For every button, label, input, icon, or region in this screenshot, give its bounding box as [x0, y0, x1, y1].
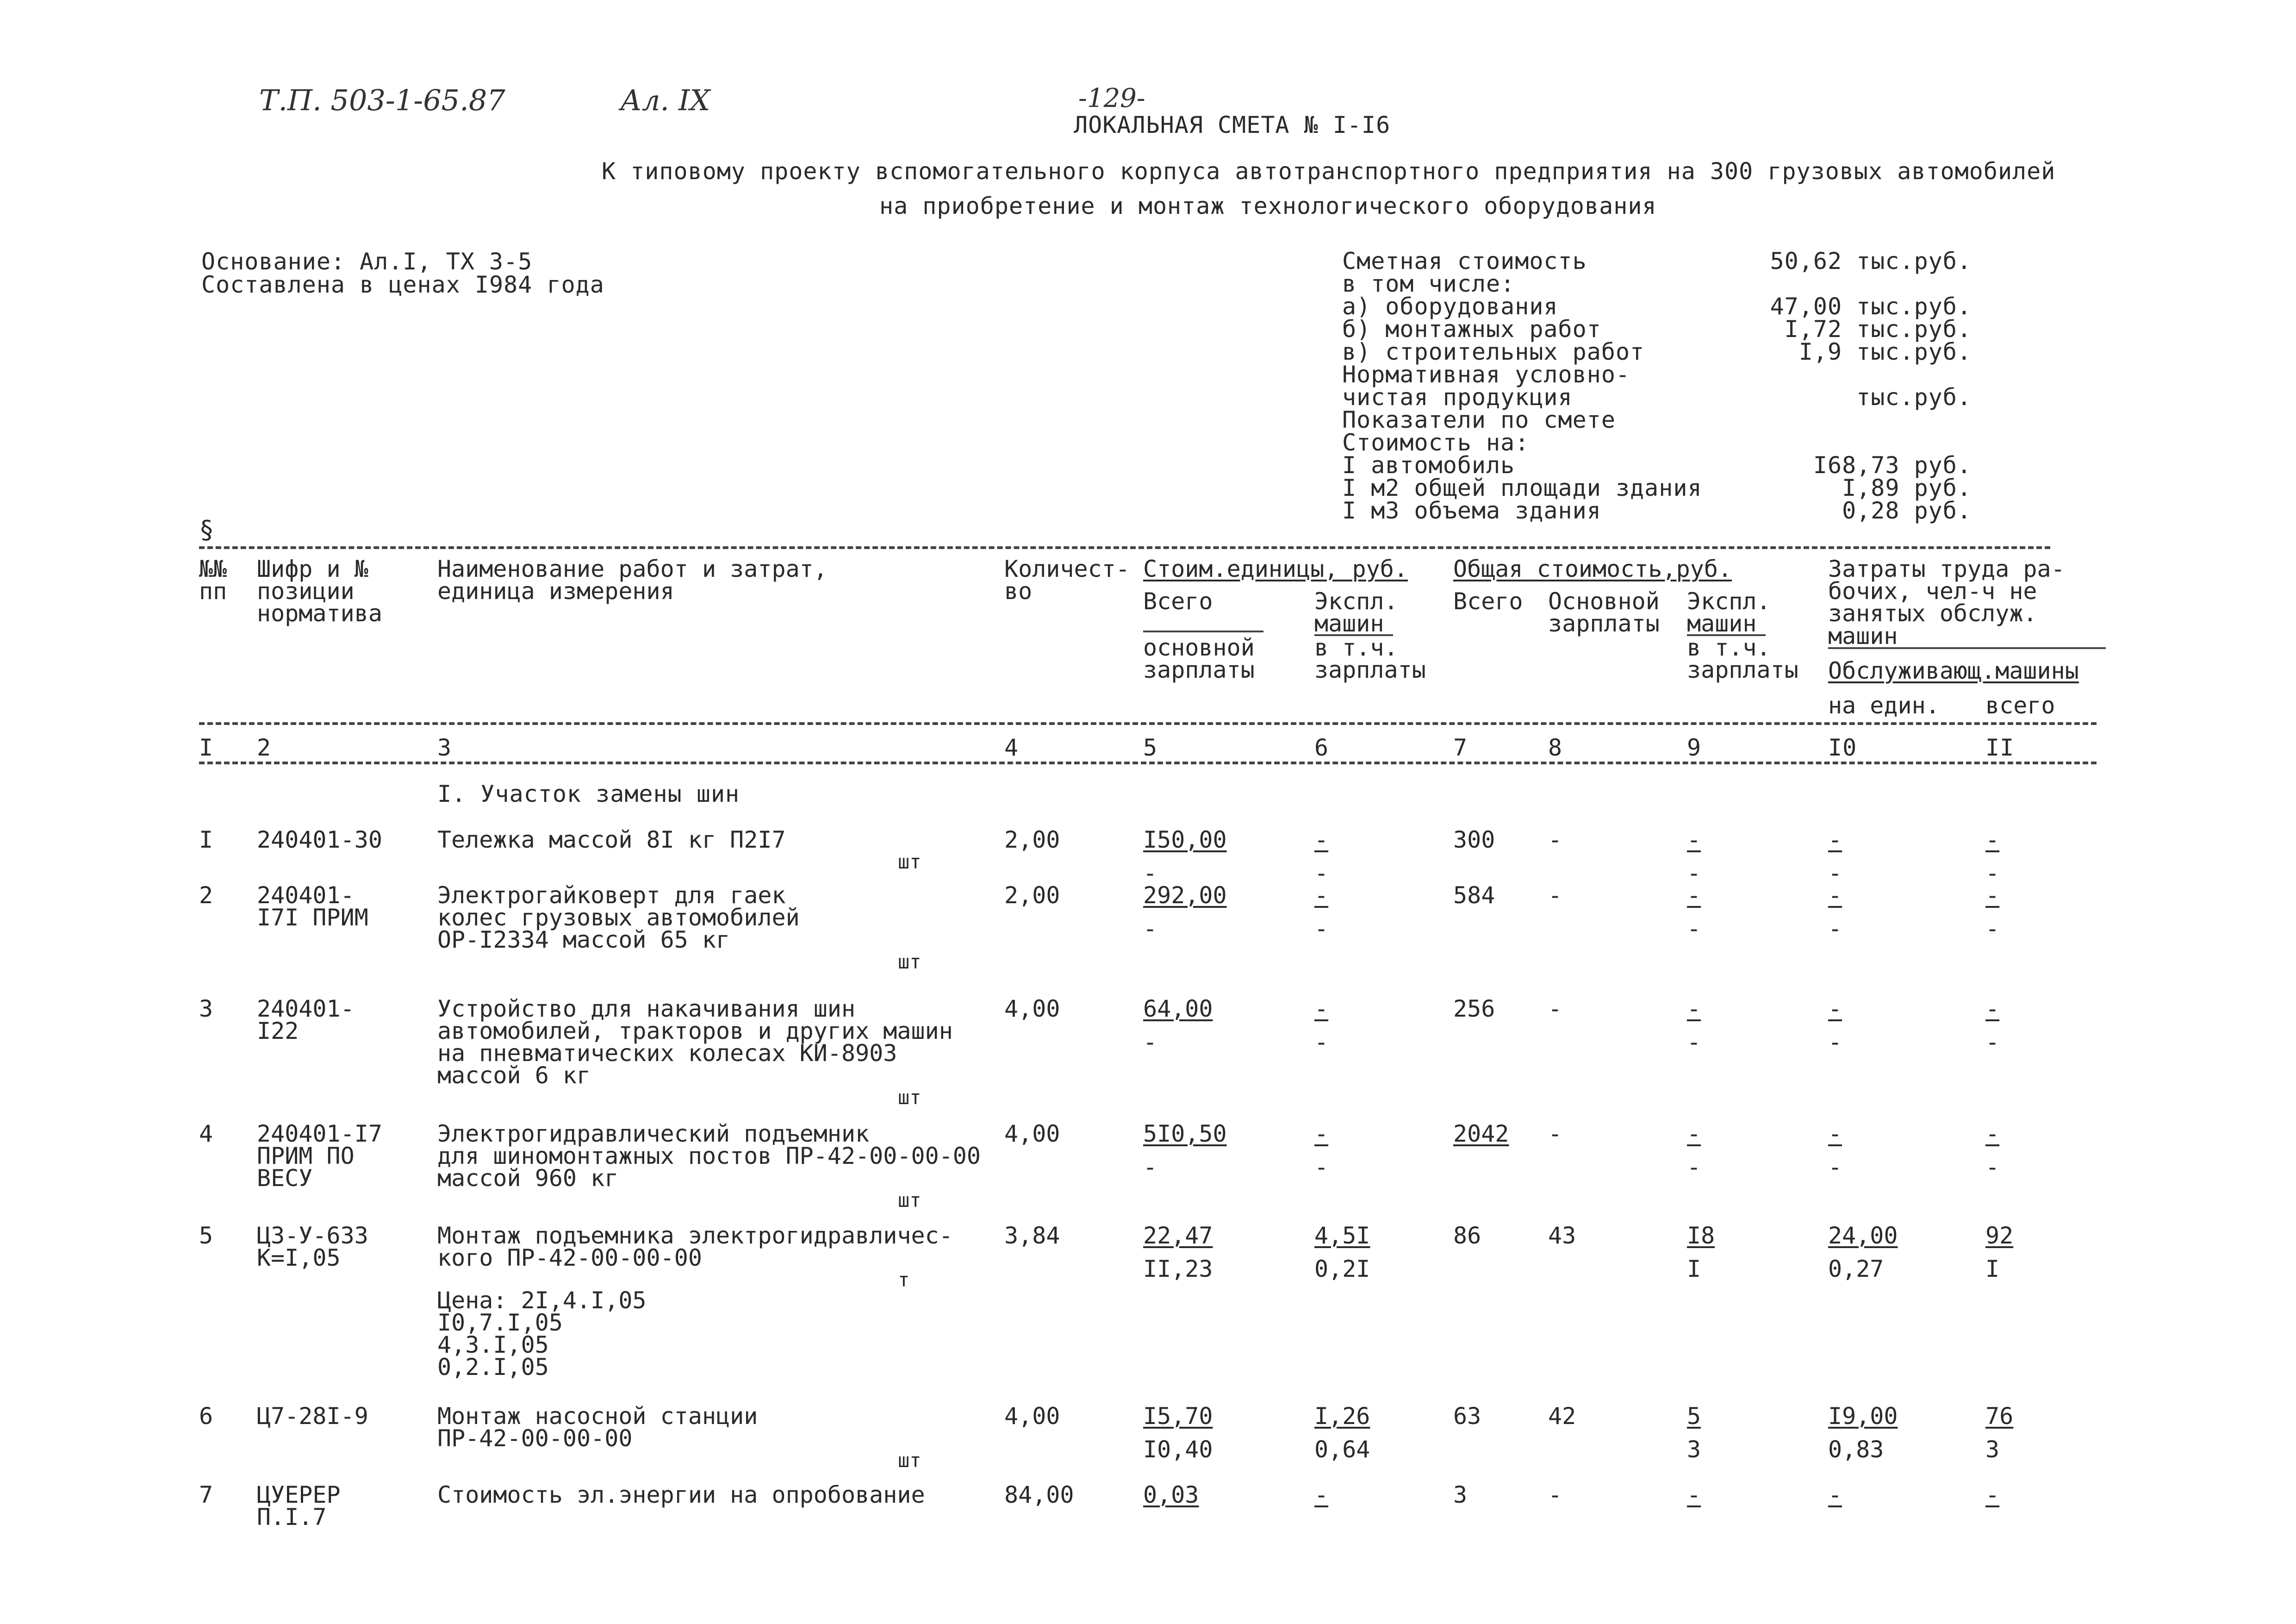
row-c7: 2042	[1453, 1120, 1509, 1147]
col-header-c11: всего	[1985, 692, 2055, 719]
row-unit: шт	[898, 1086, 921, 1109]
summary-value	[1759, 363, 1972, 386]
row-c5: I5,70	[1143, 1403, 1213, 1430]
album-number: Ал. IX	[620, 83, 710, 117]
row-c6-sub: -	[1314, 915, 1329, 942]
summary-label: чистая продукция	[1342, 384, 1573, 411]
col-num-1: I	[199, 734, 214, 761]
row-qty: 2,00	[1004, 882, 1060, 909]
row-c6-sub: -	[1314, 860, 1329, 887]
col-header-code: Шифр и № позиции норматива	[257, 556, 382, 627]
row-c7: 300	[1453, 826, 1495, 853]
row-c11-sub: -	[1985, 915, 2000, 942]
row-c9-sub: I	[1687, 1255, 1701, 1282]
table-header-rule	[199, 722, 2097, 725]
row-qty: 3,84	[1004, 1222, 1060, 1249]
row-c8: -	[1548, 1481, 1562, 1508]
row-name: Монтаж подъемника электрогидравличес- кого ПР-42-00-00-00	[437, 1222, 953, 1271]
col-num-6: 6	[1314, 734, 1329, 761]
row-c10: -	[1828, 1120, 1842, 1147]
summary-value: тыс.руб.	[1856, 384, 1972, 411]
summary-label: I автомобиль	[1342, 452, 1515, 479]
row-c9-sub: 3	[1687, 1436, 1701, 1463]
summary-value: I68,73 руб.	[1813, 452, 1972, 479]
row-price-note: Цена: 2I,4.I,05 I0,7.I,05 4,3.I,05 0,2.I,05	[437, 1287, 647, 1380]
col-header-c9-bot: в т.ч. зарплаты	[1687, 634, 1798, 683]
row-c10-sub: -	[1828, 1154, 1842, 1181]
summary-label: I м2 общей площади здания	[1342, 475, 1702, 501]
summary-values	[1759, 250, 1972, 522]
labor-divider	[1828, 647, 2106, 649]
col-num-9: 9	[1687, 734, 1702, 761]
row-c5: I50,00	[1143, 826, 1227, 853]
row-c9: 5	[1687, 1403, 1701, 1430]
summary-value: I,89 руб.	[1842, 475, 1972, 501]
row-code: 240401-30	[257, 826, 382, 853]
col-header-name: Наименование работ и затрат, единица измерения	[437, 556, 828, 605]
summary-label: Сметная стоимость	[1342, 248, 1587, 275]
row-c6: 4,5I	[1314, 1222, 1370, 1249]
row-c6: -	[1314, 1120, 1329, 1147]
summary-label: Нормативная условно-	[1342, 361, 1630, 388]
row-c9-sub: -	[1687, 860, 1701, 887]
row-c10-sub: -	[1828, 915, 1842, 942]
row-c7: 584	[1453, 882, 1495, 909]
summary-value: 47,00 тыс.руб.	[1770, 293, 1972, 320]
doc-title: ЛОКАЛЬНАЯ СМЕТА № I-I6	[1074, 112, 1391, 138]
col-header-c8: Основной зарплаты	[1548, 588, 1660, 637]
row-c11: 76	[1985, 1403, 2014, 1430]
summary-value	[1759, 431, 1972, 454]
summary-value	[1759, 273, 1972, 295]
row-qty: 2,00	[1004, 826, 1060, 853]
row-c6: -	[1314, 826, 1329, 853]
row-c11: -	[1985, 882, 2000, 909]
col-header-c5-top: Всего	[1143, 588, 1213, 615]
col-header-labor: Затраты труда ра- бочих, чел-ч не занятых обслуж.	[1828, 556, 2065, 627]
row-c10: -	[1828, 1481, 1842, 1508]
col-header-labor-mid: машин	[1828, 623, 1898, 650]
row-c9: -	[1687, 1481, 1701, 1508]
summary-labels	[1342, 250, 1702, 522]
row-c11-sub: 3	[1985, 1436, 2000, 1463]
row-number: 4	[199, 1120, 213, 1147]
row-unit: т	[898, 1268, 910, 1291]
row-c5-sub: -	[1143, 1154, 1157, 1181]
row-number: 3	[199, 995, 213, 1022]
doc-subtitle-1: К типовому проекту вспомогательного корпуса автотранспортного предприятия на 300 грузовых автомобилей	[602, 158, 2056, 185]
row-c10-sub: 0,27	[1828, 1255, 1884, 1282]
col-header-c6-bot: в т.ч. зарплаты	[1314, 634, 1426, 683]
row-code: 240401- I7I ПРИМ	[257, 882, 368, 931]
row-c5: 292,00	[1143, 882, 1227, 909]
row-c5: 0,03	[1143, 1481, 1199, 1508]
row-c10: -	[1828, 882, 1842, 909]
row-c11-sub: -	[1985, 1029, 2000, 1056]
row-qty: 4,00	[1004, 995, 1060, 1022]
row-c11: 92	[1985, 1222, 2014, 1249]
basis-line-2: Составлена в ценах I984 года	[201, 271, 604, 298]
row-code: 240401- I22	[257, 995, 355, 1044]
row-c11-sub: I	[1985, 1255, 2000, 1282]
row-c6: I,26	[1314, 1403, 1370, 1430]
c6-divider	[1314, 634, 1393, 636]
row-c9: -	[1687, 995, 1701, 1022]
summary-value: I,9 тыс.руб.	[1798, 338, 1972, 365]
row-c6-sub: 0,2I	[1314, 1255, 1370, 1282]
col-header-labor-serv: Обслуживающ.машины	[1828, 657, 2079, 684]
section-title: I. Участок замены шин	[437, 781, 740, 807]
row-c10: -	[1828, 995, 1842, 1022]
row-c10: I9,00	[1828, 1403, 1898, 1430]
row-c8: 43	[1548, 1222, 1576, 1249]
col-num-4: 4	[1004, 734, 1019, 761]
row-name: Стоимость эл.энергии на опробование	[437, 1481, 925, 1508]
col-header-qty: Количест- во	[1004, 556, 1130, 605]
section-mark: §	[199, 515, 215, 544]
summary-label: Показатели по смете	[1342, 406, 1616, 433]
row-c10: 24,00	[1828, 1222, 1898, 1249]
doc-subtitle-2: на приобретение и монтаж технологического оборудования	[879, 193, 1657, 219]
summary-label: Стоимость на:	[1342, 429, 1530, 456]
col-header-num: №№ пп	[199, 556, 227, 605]
row-c6-sub: 0,64	[1314, 1436, 1370, 1463]
col-num-7: 7	[1453, 734, 1468, 761]
row-c10-sub: 0,83	[1828, 1436, 1884, 1463]
row-c11: -	[1985, 995, 2000, 1022]
col-header-unit-cost: Стоим.единицы, руб.	[1143, 556, 1408, 582]
summary-value: 50,62 тыс.руб.	[1770, 248, 1972, 275]
row-c7: 3	[1453, 1481, 1468, 1508]
row-c5: 22,47	[1143, 1222, 1213, 1249]
row-c11-sub: -	[1985, 1154, 2000, 1181]
tp-code: Т.П. 503-1-65.87	[259, 83, 505, 117]
row-c10-sub: -	[1828, 1029, 1842, 1056]
col-header-c9-top: Экспл. машин	[1687, 588, 1771, 637]
table-top-rule	[199, 546, 2050, 549]
row-c5-sub: I0,40	[1143, 1436, 1213, 1463]
c5-divider	[1143, 631, 1263, 632]
row-c7: 86	[1453, 1222, 1481, 1249]
col-header-c7: Всего	[1453, 588, 1523, 615]
page-number: -129-	[1078, 83, 1145, 113]
row-c6: -	[1314, 882, 1329, 909]
col-header-c6-top: Экспл. машин	[1314, 588, 1398, 637]
col-header-c10: на един.	[1828, 692, 1940, 719]
summary-value: 0,28 руб.	[1842, 497, 1972, 524]
row-c10-sub: -	[1828, 860, 1842, 887]
row-unit: шт	[898, 850, 921, 873]
row-unit: шт	[898, 1449, 921, 1472]
row-qty: 4,00	[1004, 1403, 1060, 1430]
row-number: 2	[199, 882, 213, 909]
summary-label: б) монтажных работ	[1342, 316, 1601, 343]
row-name: Электрогидравлический подъемник для шиномонтажных постов ПР-42-00-00-00 массой 960 кг	[437, 1120, 981, 1192]
col-num-5: 5	[1143, 734, 1158, 761]
row-c5: 5I0,50	[1143, 1120, 1227, 1147]
summary-value: I,72 тыс.руб.	[1784, 316, 1972, 343]
row-qty: 4,00	[1004, 1120, 1060, 1147]
row-c5-sub: -	[1143, 1029, 1157, 1056]
row-c9: -	[1687, 826, 1701, 853]
table-numbers-rule	[199, 762, 2097, 764]
row-c7: 256	[1453, 995, 1495, 1022]
row-c6: -	[1314, 995, 1329, 1022]
row-number: 7	[199, 1481, 213, 1508]
row-c6-sub: -	[1314, 1029, 1329, 1056]
row-c11: -	[1985, 1481, 2000, 1508]
basis-line-1: Основание: Ал.I, ТХ 3-5	[201, 248, 533, 275]
row-c11: -	[1985, 826, 2000, 853]
row-unit: шт	[898, 950, 921, 973]
row-unit: шт	[898, 1189, 921, 1212]
row-c9-sub: -	[1687, 1154, 1701, 1181]
summary-label: в том числе:	[1342, 270, 1515, 297]
row-name: Тележка массой 8I кг П2I7	[437, 826, 786, 853]
row-c7: 63	[1453, 1403, 1481, 1430]
row-qty: 84,00	[1004, 1481, 1074, 1508]
row-code: 240401-I7 ПРИМ ПО ВЕСУ	[257, 1120, 382, 1192]
row-c9: I8	[1687, 1222, 1715, 1249]
row-c11: -	[1985, 1120, 2000, 1147]
col-num-8: 8	[1548, 734, 1563, 761]
row-c8: 42	[1548, 1403, 1576, 1430]
row-c6-sub: -	[1314, 1154, 1329, 1181]
row-code: ЦЗ-У-633 К=I,05	[257, 1222, 368, 1271]
row-c9-sub: -	[1687, 915, 1701, 942]
row-c6: -	[1314, 1481, 1329, 1508]
c9-divider	[1687, 634, 1766, 636]
summary-label: I м3 объема здания	[1342, 497, 1601, 524]
summary-label: в) строительных работ	[1342, 338, 1645, 365]
row-name: Монтаж насосной станции ПР-42-00-00-00	[437, 1403, 758, 1452]
col-num-10: I0	[1828, 734, 1857, 761]
row-c5: 64,00	[1143, 995, 1213, 1022]
col-num-11: II	[1985, 734, 2015, 761]
row-name: Устройство для накачивания шин автомобилей, тракторов и других машин на пневматических колесах КИ-8903 массой 6 кг	[437, 995, 953, 1089]
row-code: ЦУЕРЕР П.I.7	[257, 1481, 341, 1530]
col-header-total-cost: Общая стоимость,руб.	[1453, 556, 1732, 582]
row-c9-sub: -	[1687, 1029, 1701, 1056]
row-code: Ц7-28I-9	[257, 1403, 368, 1430]
summary-label: а) оборудования	[1342, 293, 1558, 320]
row-c5-sub: -	[1143, 860, 1157, 887]
col-header-c5-bot: основной зарплаты	[1143, 634, 1255, 683]
row-c8: -	[1548, 826, 1562, 853]
row-c8: -	[1548, 882, 1562, 909]
row-number: 6	[199, 1403, 213, 1430]
row-name: Электрогайковерт для гаек колес грузовых автомобилей ОР-I2334 массой 65 кг	[437, 882, 800, 953]
row-c9: -	[1687, 882, 1701, 909]
col-num-3: 3	[437, 734, 452, 761]
row-c8: -	[1548, 1120, 1562, 1147]
row-number: 5	[199, 1222, 213, 1249]
row-c8: -	[1548, 995, 1562, 1022]
col-num-2: 2	[257, 734, 272, 761]
row-number: I	[199, 826, 213, 853]
summary-value	[1759, 409, 1972, 431]
row-c5-sub: -	[1143, 915, 1157, 942]
row-c10: -	[1828, 826, 1842, 853]
row-c11-sub: -	[1985, 860, 2000, 887]
row-c9: -	[1687, 1120, 1701, 1147]
row-c5-sub: II,23	[1143, 1255, 1213, 1282]
